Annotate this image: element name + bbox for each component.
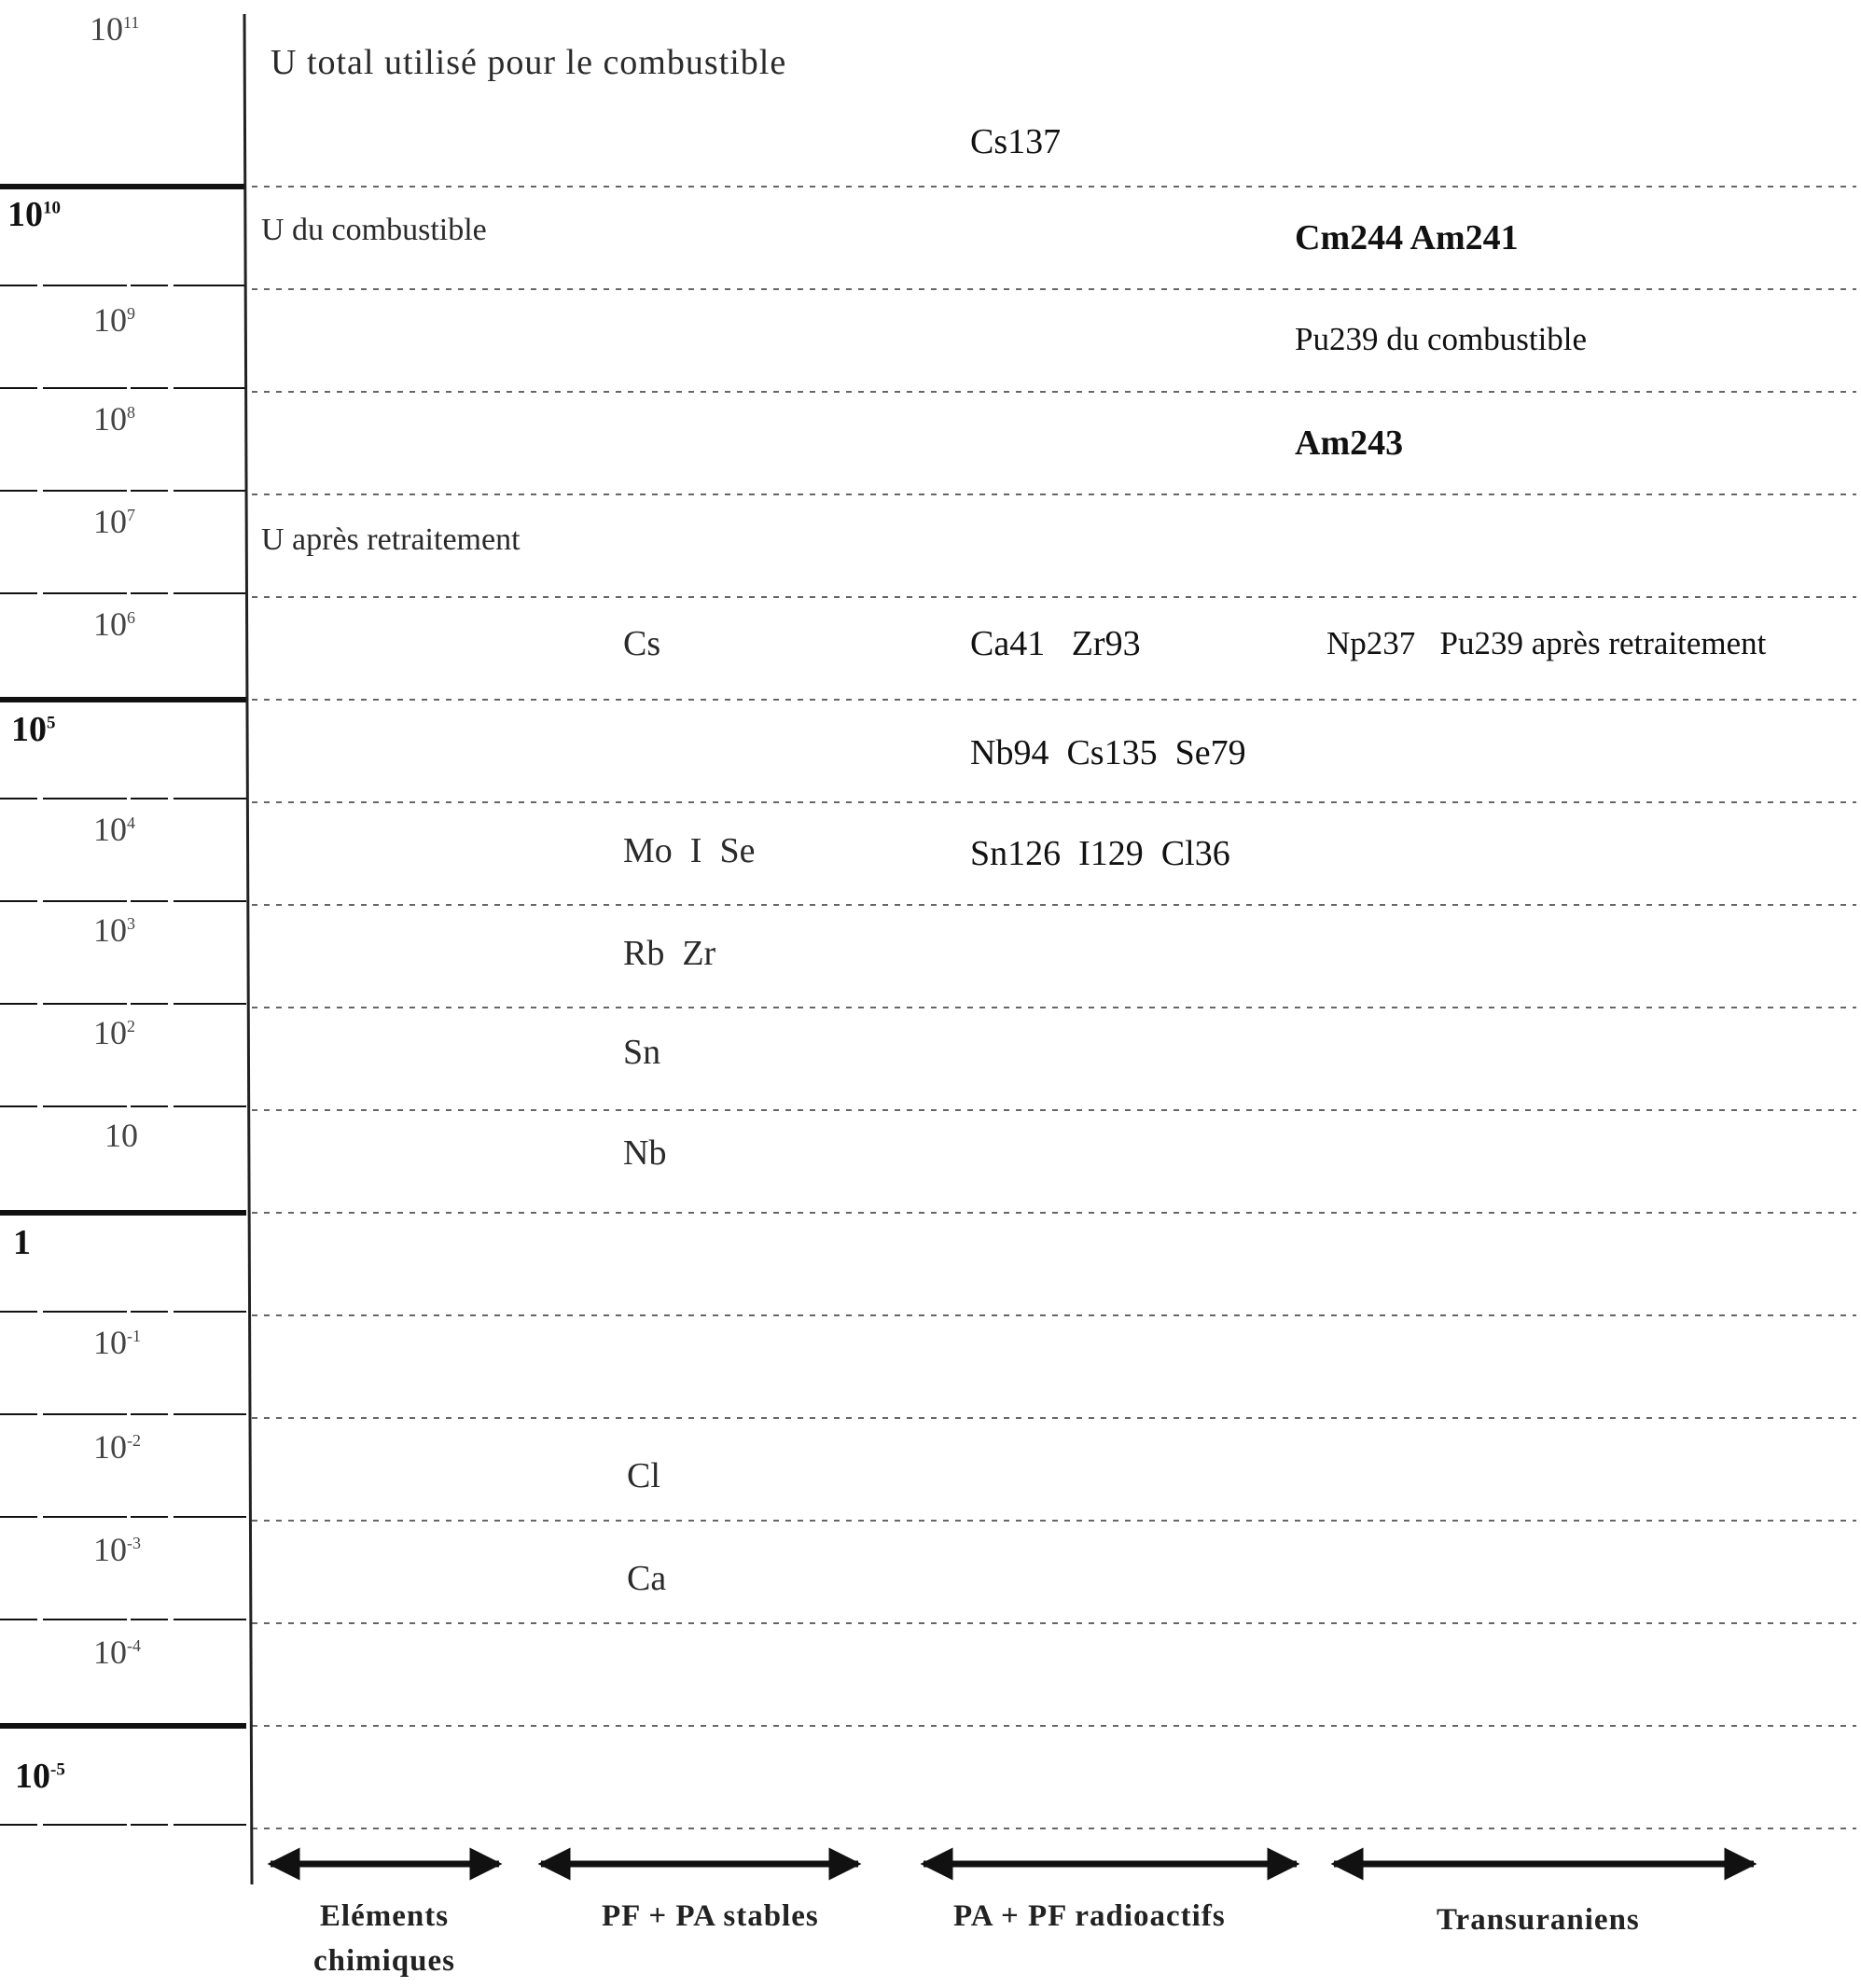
scale-tick: 1 xyxy=(13,1223,31,1262)
stable-label: Sn xyxy=(623,1033,661,1072)
category-stable: PF + PA stables xyxy=(602,1899,819,1933)
scale-tick: $10^5$ xyxy=(11,710,56,749)
scale-tick: $10^{-2}$ xyxy=(93,1428,141,1466)
transuranic-label: Am243 xyxy=(1295,424,1404,463)
element-label: U après retraitement xyxy=(261,522,521,557)
stable-label: Cs xyxy=(623,624,661,663)
element-label: U total utilisé pour le combustible xyxy=(271,43,787,82)
scale-tick: $10^{-1}$ xyxy=(93,1324,141,1361)
grid-lines xyxy=(0,187,1856,1828)
scale-tick: $10^{-4}$ xyxy=(93,1633,141,1671)
transuranic-label: Pu239 du combustible xyxy=(1295,321,1588,357)
scale-tick: $10^6$ xyxy=(93,605,135,643)
transuranic-label: Cm244 Am241 xyxy=(1295,218,1519,257)
category-elements: Eléments chimiques xyxy=(312,1899,456,1978)
stable-label: Ca xyxy=(627,1559,667,1598)
scale-tick: $10^{10}$ xyxy=(7,195,61,234)
scale-tick: $10^8$ xyxy=(93,400,135,438)
scale-tick: $10^3$ xyxy=(93,911,135,949)
radioactive-label: Cs137 xyxy=(970,122,1062,161)
vertical-axis xyxy=(244,14,252,1884)
radioactive-label: Nb94 Cs135 Se79 xyxy=(970,733,1246,772)
stable-label: Nb xyxy=(623,1133,667,1173)
stable-label: Mo I Se xyxy=(623,831,756,870)
radioactive-label: Ca41 Zr93 xyxy=(970,624,1141,663)
category-radioactive: PA + PF radioactifs xyxy=(953,1899,1226,1933)
scale-tick: $10^9$ xyxy=(93,301,135,339)
transuranic-label: Np237 Pu239 après retraitement xyxy=(1326,625,1767,661)
scale-tick: $10^{-3}$ xyxy=(93,1531,141,1568)
scale-tick: $10^4$ xyxy=(93,811,135,848)
scale-tick: 10 xyxy=(104,1117,138,1154)
radioactive-label: Sn126 I129 Cl36 xyxy=(970,834,1230,873)
scale-tick: $10^{-5}$ xyxy=(15,1757,65,1796)
scale-tick: $10^{11}$ xyxy=(90,10,140,48)
element-label: U du combustible xyxy=(261,213,487,247)
stable-label: Cl xyxy=(627,1456,660,1495)
scale-tick: $10^2$ xyxy=(93,1014,135,1051)
category-transuranics: Transuraniens xyxy=(1437,1903,1640,1937)
stable-label: Rb Zr xyxy=(623,934,716,973)
scale-tick: $10^7$ xyxy=(93,503,135,540)
